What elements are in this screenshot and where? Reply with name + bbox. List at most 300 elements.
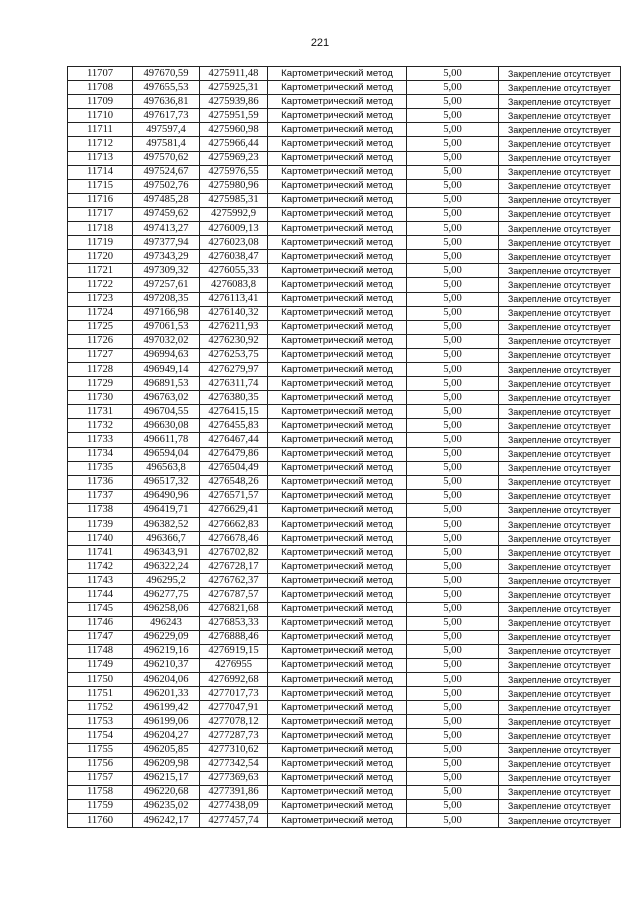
coord-y: 4275925,31 <box>200 81 268 95</box>
coord-x: 497032,02 <box>133 334 200 348</box>
fixing-note: Закрепление отсутствует <box>499 362 621 376</box>
coord-x: 497581,4 <box>133 137 200 151</box>
table-row <box>68 109 621 123</box>
accuracy: 5,00 <box>407 701 499 715</box>
accuracy: 5,00 <box>407 729 499 743</box>
table-row <box>68 644 621 658</box>
method: Картометрический метод <box>268 433 407 447</box>
coord-y: 4276380,35 <box>200 391 268 405</box>
coord-y: 4275939,86 <box>200 95 268 109</box>
accuracy: 5,00 <box>407 109 499 123</box>
table-row <box>68 320 621 334</box>
coord-y: 4276140,32 <box>200 306 268 320</box>
table-row <box>68 461 621 475</box>
accuracy: 5,00 <box>407 362 499 376</box>
coord-x: 496366,7 <box>133 532 200 546</box>
fixing-note: Закрепление отсутствует <box>499 546 621 560</box>
table-row <box>68 715 621 729</box>
fixing-note: Закрепление отсутствует <box>499 489 621 503</box>
page-number: 221 <box>310 37 330 49</box>
point-number: 11716 <box>68 193 133 207</box>
coord-y: 4276211,93 <box>200 320 268 334</box>
table-row <box>68 673 621 687</box>
coord-y: 4276762,37 <box>200 574 268 588</box>
fixing-note: Закрепление отсутствует <box>499 391 621 405</box>
accuracy: 5,00 <box>407 743 499 757</box>
fixing-note: Закрепление отсутствует <box>499 222 621 236</box>
coord-y: 4275966,44 <box>200 137 268 151</box>
table-row <box>68 813 621 827</box>
coord-x: 497570,62 <box>133 151 200 165</box>
method: Картометрический метод <box>268 405 407 419</box>
table-row <box>68 405 621 419</box>
point-number: 11757 <box>68 771 133 785</box>
method: Картометрический метод <box>268 447 407 461</box>
point-number: 11751 <box>68 687 133 701</box>
table-row <box>68 348 621 362</box>
point-number: 11743 <box>68 574 133 588</box>
accuracy: 5,00 <box>407 574 499 588</box>
method: Картометрический метод <box>268 489 407 503</box>
coord-y: 4276038,47 <box>200 250 268 264</box>
accuracy: 5,00 <box>407 67 499 81</box>
method: Картометрический метод <box>268 475 407 489</box>
method: Картометрический метод <box>268 236 407 250</box>
coord-y: 4276728,17 <box>200 560 268 574</box>
coord-x: 496704,55 <box>133 405 200 419</box>
accuracy: 5,00 <box>407 518 499 532</box>
point-number: 11728 <box>68 362 133 376</box>
point-number: 11714 <box>68 165 133 179</box>
coord-y: 4276787,57 <box>200 588 268 602</box>
fixing-note: Закрепление отсутствует <box>499 95 621 109</box>
method: Картометрический метод <box>268 630 407 644</box>
method: Картометрический метод <box>268 222 407 236</box>
point-number: 11730 <box>68 391 133 405</box>
method: Картометрический метод <box>268 560 407 574</box>
coord-y: 4276009,13 <box>200 222 268 236</box>
accuracy: 5,00 <box>407 292 499 306</box>
fixing-note: Закрепление отсутствует <box>499 179 621 193</box>
fixing-note: Закрепление отсутствует <box>499 743 621 757</box>
fixing-note: Закрепление отсутствует <box>499 673 621 687</box>
coord-x: 497309,32 <box>133 264 200 278</box>
point-number: 11732 <box>68 419 133 433</box>
table-row <box>68 433 621 447</box>
fixing-note: Закрепление отсутствует <box>499 292 621 306</box>
fixing-note: Закрепление отсутствует <box>499 715 621 729</box>
method: Картометрический метод <box>268 306 407 320</box>
fixing-note: Закрепление отсутствует <box>499 461 621 475</box>
method: Картометрический метод <box>268 461 407 475</box>
table-row <box>68 729 621 743</box>
method: Картометрический метод <box>268 109 407 123</box>
point-number: 11753 <box>68 715 133 729</box>
fixing-note: Закрепление отсутствует <box>499 193 621 207</box>
accuracy: 5,00 <box>407 278 499 292</box>
coord-y: 4276467,44 <box>200 433 268 447</box>
method: Картометрический метод <box>268 715 407 729</box>
table-row <box>68 123 621 137</box>
coord-y: 4276479,86 <box>200 447 268 461</box>
method: Картометрический метод <box>268 785 407 799</box>
accuracy: 5,00 <box>407 757 499 771</box>
coord-x: 497597,4 <box>133 123 200 137</box>
fixing-note: Закрепление отсутствует <box>499 433 621 447</box>
coord-y: 4276629,41 <box>200 503 268 517</box>
coord-y: 4276548,26 <box>200 475 268 489</box>
accuracy: 5,00 <box>407 123 499 137</box>
accuracy: 5,00 <box>407 447 499 461</box>
accuracy: 5,00 <box>407 137 499 151</box>
fixing-note: Закрепление отсутствует <box>499 616 621 630</box>
method: Картометрический метод <box>268 616 407 630</box>
fixing-note: Закрепление отсутствует <box>499 574 621 588</box>
coord-y: 4276662,83 <box>200 518 268 532</box>
table-row <box>68 137 621 151</box>
coord-x: 496295,2 <box>133 574 200 588</box>
table-row <box>68 799 621 813</box>
table-row <box>68 602 621 616</box>
point-number: 11750 <box>68 673 133 687</box>
point-number: 11715 <box>68 179 133 193</box>
point-number: 11710 <box>68 109 133 123</box>
coord-y: 4276279,97 <box>200 362 268 376</box>
table-row <box>68 377 621 391</box>
point-number: 11749 <box>68 658 133 672</box>
coord-x: 496343,91 <box>133 546 200 560</box>
point-number: 11756 <box>68 757 133 771</box>
coord-x: 496994,63 <box>133 348 200 362</box>
accuracy: 5,00 <box>407 151 499 165</box>
table-row <box>68 560 621 574</box>
accuracy: 5,00 <box>407 785 499 799</box>
point-number: 11746 <box>68 616 133 630</box>
table-body <box>68 67 621 828</box>
table-row <box>68 757 621 771</box>
coord-y: 4275992,9 <box>200 207 268 221</box>
point-number: 11759 <box>68 799 133 813</box>
table-row <box>68 165 621 179</box>
fixing-note: Закрепление отсутствует <box>499 419 621 433</box>
point-number: 11725 <box>68 320 133 334</box>
accuracy: 5,00 <box>407 673 499 687</box>
coord-x: 496201,33 <box>133 687 200 701</box>
fixing-note: Закрепление отсутствует <box>499 405 621 419</box>
coord-x: 497485,28 <box>133 193 200 207</box>
table-row <box>68 785 621 799</box>
coord-y: 4277047,91 <box>200 701 268 715</box>
method: Картометрический метод <box>268 729 407 743</box>
coord-y: 4277369,63 <box>200 771 268 785</box>
method: Картометрический метод <box>268 81 407 95</box>
coord-x: 497343,29 <box>133 250 200 264</box>
table-row <box>68 278 621 292</box>
table-row <box>68 81 621 95</box>
table-row <box>68 546 621 560</box>
coord-y: 4276955 <box>200 658 268 672</box>
fixing-note: Закрепление отсутствует <box>499 560 621 574</box>
fixing-note: Закрепление отсутствует <box>499 207 621 221</box>
coord-y: 4277017,73 <box>200 687 268 701</box>
coord-y: 4277438,09 <box>200 799 268 813</box>
method: Картометрический метод <box>268 193 407 207</box>
coord-x: 496517,32 <box>133 475 200 489</box>
fixing-note: Закрепление отсутствует <box>499 785 621 799</box>
coord-x: 496322,24 <box>133 560 200 574</box>
table-row <box>68 475 621 489</box>
method: Картометрический метод <box>268 574 407 588</box>
table-row <box>68 503 621 517</box>
coord-y: 4277287,73 <box>200 729 268 743</box>
accuracy: 5,00 <box>407 532 499 546</box>
accuracy: 5,00 <box>407 320 499 334</box>
accuracy: 5,00 <box>407 602 499 616</box>
method: Картометрический метод <box>268 503 407 517</box>
accuracy: 5,00 <box>407 799 499 813</box>
fixing-note: Закрепление отсутствует <box>499 701 621 715</box>
accuracy: 5,00 <box>407 715 499 729</box>
fixing-note: Закрепление отсутствует <box>499 334 621 348</box>
accuracy: 5,00 <box>407 560 499 574</box>
fixing-note: Закрепление отсутствует <box>499 799 621 813</box>
accuracy: 5,00 <box>407 489 499 503</box>
table-row <box>68 518 621 532</box>
fixing-note: Закрепление отсутствует <box>499 81 621 95</box>
accuracy: 5,00 <box>407 433 499 447</box>
accuracy: 5,00 <box>407 193 499 207</box>
method: Картометрический метод <box>268 518 407 532</box>
method: Картометрический метод <box>268 137 407 151</box>
table-row <box>68 264 621 278</box>
table-row <box>68 771 621 785</box>
accuracy: 5,00 <box>407 813 499 827</box>
method: Картометрический метод <box>268 799 407 813</box>
fixing-note: Закрепление отсутствует <box>499 320 621 334</box>
coord-x: 497655,53 <box>133 81 200 95</box>
table-row <box>68 687 621 701</box>
coord-x: 496277,75 <box>133 588 200 602</box>
accuracy: 5,00 <box>407 644 499 658</box>
coord-y: 4276919,15 <box>200 644 268 658</box>
coord-y: 4276230,92 <box>200 334 268 348</box>
coord-x: 496205,85 <box>133 743 200 757</box>
fixing-note: Закрепление отсутствует <box>499 658 621 672</box>
point-number: 11723 <box>68 292 133 306</box>
fixing-note: Закрепление отсутствует <box>499 503 621 517</box>
point-number: 11733 <box>68 433 133 447</box>
coord-y: 4276888,46 <box>200 630 268 644</box>
fixing-note: Закрепление отсутствует <box>499 67 621 81</box>
table-row <box>68 250 621 264</box>
table-row <box>68 630 621 644</box>
accuracy: 5,00 <box>407 391 499 405</box>
table-row <box>68 701 621 715</box>
table-row <box>68 616 621 630</box>
coord-y: 4277391,86 <box>200 785 268 799</box>
point-number: 11739 <box>68 518 133 532</box>
method: Картометрический метод <box>268 165 407 179</box>
table-row <box>68 588 621 602</box>
point-number: 11740 <box>68 532 133 546</box>
fixing-note: Закрепление отсутствует <box>499 687 621 701</box>
coord-x: 496258,06 <box>133 602 200 616</box>
point-number: 11731 <box>68 405 133 419</box>
point-number: 11713 <box>68 151 133 165</box>
accuracy: 5,00 <box>407 588 499 602</box>
coord-x: 497617,73 <box>133 109 200 123</box>
accuracy: 5,00 <box>407 405 499 419</box>
fixing-note: Закрепление отсутствует <box>499 306 621 320</box>
coord-x: 497459,62 <box>133 207 200 221</box>
coord-x: 496891,53 <box>133 377 200 391</box>
method: Картометрический метод <box>268 771 407 785</box>
point-number: 11755 <box>68 743 133 757</box>
table-row <box>68 419 621 433</box>
coord-y: 4275969,23 <box>200 151 268 165</box>
coord-y: 4276853,33 <box>200 616 268 630</box>
coord-x: 496242,17 <box>133 813 200 827</box>
accuracy: 5,00 <box>407 616 499 630</box>
method: Картометрический метод <box>268 743 407 757</box>
accuracy: 5,00 <box>407 179 499 193</box>
fixing-note: Закрепление отсутствует <box>499 447 621 461</box>
table-row <box>68 362 621 376</box>
coord-y: 4276023,08 <box>200 236 268 250</box>
coord-y: 4276113,41 <box>200 292 268 306</box>
method: Картометрический метод <box>268 250 407 264</box>
table-row <box>68 236 621 250</box>
point-number: 11727 <box>68 348 133 362</box>
coord-y: 4275951,59 <box>200 109 268 123</box>
coord-y: 4276415,15 <box>200 405 268 419</box>
point-number: 11736 <box>68 475 133 489</box>
coord-y: 4276253,75 <box>200 348 268 362</box>
table-row <box>68 67 621 81</box>
point-number: 11724 <box>68 306 133 320</box>
fixing-note: Закрепление отсутствует <box>499 278 621 292</box>
coord-x: 497636,81 <box>133 95 200 109</box>
method: Картометрический метод <box>268 151 407 165</box>
coord-y: 4277342,54 <box>200 757 268 771</box>
coord-y: 4276055,33 <box>200 264 268 278</box>
fixing-note: Закрепление отсутствует <box>499 813 621 827</box>
method: Картометрический метод <box>268 95 407 109</box>
coord-y: 4275976,55 <box>200 165 268 179</box>
coord-x: 496220,68 <box>133 785 200 799</box>
accuracy: 5,00 <box>407 165 499 179</box>
coord-y: 4277078,12 <box>200 715 268 729</box>
point-number: 11719 <box>68 236 133 250</box>
point-number: 11747 <box>68 630 133 644</box>
method: Картометрический метод <box>268 278 407 292</box>
fixing-note: Закрепление отсутствует <box>499 151 621 165</box>
fixing-note: Закрепление отсутствует <box>499 377 621 391</box>
method: Картометрический метод <box>268 264 407 278</box>
fixing-note: Закрепление отсутствует <box>499 602 621 616</box>
method: Картометрический метод <box>268 588 407 602</box>
method: Картометрический метод <box>268 391 407 405</box>
method: Картометрический метод <box>268 67 407 81</box>
table-row <box>68 334 621 348</box>
accuracy: 5,00 <box>407 419 499 433</box>
method: Картометрический метод <box>268 334 407 348</box>
method: Картометрический метод <box>268 532 407 546</box>
point-number: 11708 <box>68 81 133 95</box>
fixing-note: Закрепление отсутствует <box>499 644 621 658</box>
fixing-note: Закрепление отсутствует <box>499 757 621 771</box>
fixing-note: Закрепление отсутствует <box>499 588 621 602</box>
point-number: 11709 <box>68 95 133 109</box>
coord-y: 4275985,31 <box>200 193 268 207</box>
accuracy: 5,00 <box>407 475 499 489</box>
coord-x: 496490,96 <box>133 489 200 503</box>
coord-x: 497377,94 <box>133 236 200 250</box>
coord-y: 4276992,68 <box>200 673 268 687</box>
method: Картометрический метод <box>268 377 407 391</box>
coord-x: 496235,02 <box>133 799 200 813</box>
point-number: 11711 <box>68 123 133 137</box>
point-number: 11717 <box>68 207 133 221</box>
point-number: 11760 <box>68 813 133 827</box>
point-number: 11726 <box>68 334 133 348</box>
fixing-note: Закрепление отсутствует <box>499 348 621 362</box>
accuracy: 5,00 <box>407 687 499 701</box>
coord-x: 496563,8 <box>133 461 200 475</box>
coord-x: 496204,27 <box>133 729 200 743</box>
method: Картометрический метод <box>268 602 407 616</box>
method: Картометрический метод <box>268 123 407 137</box>
fixing-note: Закрепление отсутствует <box>499 532 621 546</box>
coord-x: 496949,14 <box>133 362 200 376</box>
accuracy: 5,00 <box>407 207 499 221</box>
accuracy: 5,00 <box>407 306 499 320</box>
coord-x: 496199,42 <box>133 701 200 715</box>
coord-x: 497208,35 <box>133 292 200 306</box>
table-row <box>68 151 621 165</box>
method: Картометрический метод <box>268 687 407 701</box>
accuracy: 5,00 <box>407 503 499 517</box>
coord-x: 496215,17 <box>133 771 200 785</box>
point-number: 11737 <box>68 489 133 503</box>
method: Картометрический метод <box>268 419 407 433</box>
coord-x: 496199,06 <box>133 715 200 729</box>
accuracy: 5,00 <box>407 771 499 785</box>
point-number: 11734 <box>68 447 133 461</box>
method: Картометрический метод <box>268 348 407 362</box>
table-row <box>68 95 621 109</box>
coord-y: 4276821,68 <box>200 602 268 616</box>
table-row <box>68 658 621 672</box>
coord-x: 496630,08 <box>133 419 200 433</box>
point-number: 11754 <box>68 729 133 743</box>
coord-x: 497670,59 <box>133 67 200 81</box>
accuracy: 5,00 <box>407 630 499 644</box>
method: Картометрический метод <box>268 658 407 672</box>
accuracy: 5,00 <box>407 236 499 250</box>
fixing-note: Закрепление отсутствует <box>499 165 621 179</box>
table-row <box>68 207 621 221</box>
point-number: 11729 <box>68 377 133 391</box>
point-number: 11722 <box>68 278 133 292</box>
point-number: 11707 <box>68 67 133 81</box>
method: Картометрический метод <box>268 179 407 193</box>
coord-y: 4276455,83 <box>200 419 268 433</box>
point-number: 11738 <box>68 503 133 517</box>
coord-x: 496204,06 <box>133 673 200 687</box>
coord-y: 4276702,82 <box>200 546 268 560</box>
accuracy: 5,00 <box>407 348 499 362</box>
